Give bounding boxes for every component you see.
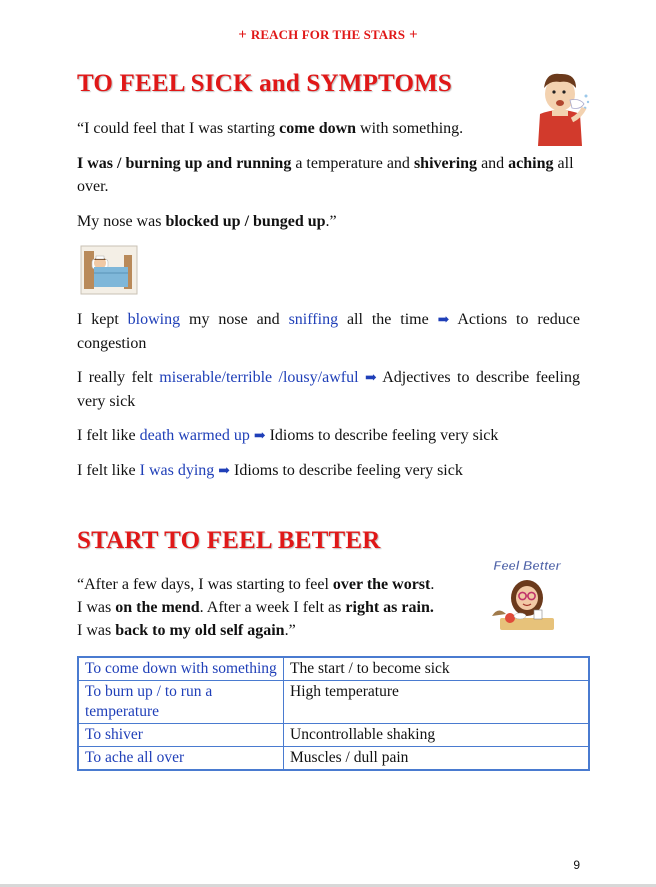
table-meaning: Muscles / dull pain — [284, 747, 590, 771]
key-phrase: come down — [279, 120, 357, 137]
text: my nose and — [180, 311, 289, 328]
table-meaning: Uncontrollable shaking — [284, 724, 590, 747]
table-row — [78, 681, 589, 724]
table-meaning: High temperature — [284, 681, 590, 724]
text: all over. — [77, 155, 574, 195]
page-header — [0, 27, 656, 44]
text: .” — [284, 622, 296, 639]
text: “I could feel that I was starting — [77, 120, 280, 137]
key-phrase: blocked up / bunged up — [165, 213, 326, 230]
key-phrase: shivering — [413, 155, 478, 172]
section-heading-better: START TO FEEL BETTER — [77, 527, 381, 554]
header-title: REACH FOR THE STARS — [250, 27, 406, 42]
key-phrase: aching — [508, 155, 554, 172]
text: Actions to reduce congestion — [77, 311, 581, 352]
blue-term: miserable/terrible /lousy/awful — [159, 369, 359, 386]
text: with something. — [356, 120, 464, 137]
table-term: To ache all over — [78, 747, 284, 771]
feel-better-sticker-illustration — [486, 556, 568, 640]
better-line-2 — [77, 596, 487, 619]
key-phrase: right as rain. — [345, 599, 434, 616]
text: a temperature and — [291, 155, 414, 172]
page-number: 9 — [573, 858, 580, 872]
sick-in-bed-illustration — [80, 245, 138, 295]
text: Idioms to describe feeling very sick — [265, 427, 499, 444]
key-phrase: back to my old self again — [115, 622, 285, 639]
table-row — [78, 657, 589, 681]
paragraph-2 — [77, 152, 580, 198]
text: all the time — [338, 311, 438, 328]
text: “After a few days, I was starting to feel — [77, 576, 333, 593]
key-phrase: I was / burning up and running — [77, 155, 292, 172]
paragraph-3 — [77, 210, 580, 233]
vocabulary-table — [77, 656, 590, 771]
text: My nose was — [77, 213, 166, 230]
sticker-text: Feel Better — [493, 558, 561, 573]
paragraph-1 — [77, 117, 580, 140]
table-term: To shiver — [78, 724, 284, 747]
table-term: To burn up / to run a temperature — [78, 681, 284, 724]
better-line-1 — [77, 573, 487, 596]
text: I felt like — [77, 462, 140, 479]
table-term: To come down with something — [78, 657, 284, 681]
right-arrow-icon: ➡ — [218, 464, 231, 479]
text: I kept — [77, 311, 128, 328]
paragraph-4 — [77, 308, 580, 355]
text: I really felt — [77, 369, 160, 386]
paragraph-5 — [77, 366, 580, 413]
paragraph-6 — [77, 424, 580, 448]
section-heading-sick: TO FEEL SICK and SYMPTOMS — [77, 70, 453, 97]
text: Adjectives to describe feeling very sick — [77, 369, 581, 410]
blue-term: blowing — [127, 311, 181, 328]
cross-icon-right: + — [409, 27, 418, 43]
text: .” — [325, 213, 337, 230]
blue-term: sniffing — [288, 311, 339, 328]
text: I was — [77, 599, 116, 616]
right-arrow-icon: ➡ — [437, 313, 450, 328]
cross-icon-left: + — [238, 27, 247, 43]
table-row — [78, 724, 589, 747]
text: Idioms to describe feeling very sick — [230, 462, 463, 479]
text: . After a week I felt as — [199, 599, 346, 616]
key-phrase: on the mend — [115, 599, 200, 616]
text: . — [430, 576, 435, 593]
right-arrow-icon: ➡ — [253, 429, 266, 444]
table-row — [78, 747, 589, 771]
text: I felt like — [77, 427, 140, 444]
right-arrow-icon: ➡ — [364, 371, 377, 386]
paragraph-7 — [77, 459, 580, 483]
key-phrase: over the worst — [332, 576, 431, 593]
blue-term: death warmed up — [139, 427, 250, 444]
better-line-3 — [77, 619, 487, 642]
table-meaning: The start / to become sick — [284, 657, 590, 681]
blue-term: I was dying — [139, 462, 215, 479]
text: and — [477, 155, 509, 172]
text: I was — [77, 622, 116, 639]
